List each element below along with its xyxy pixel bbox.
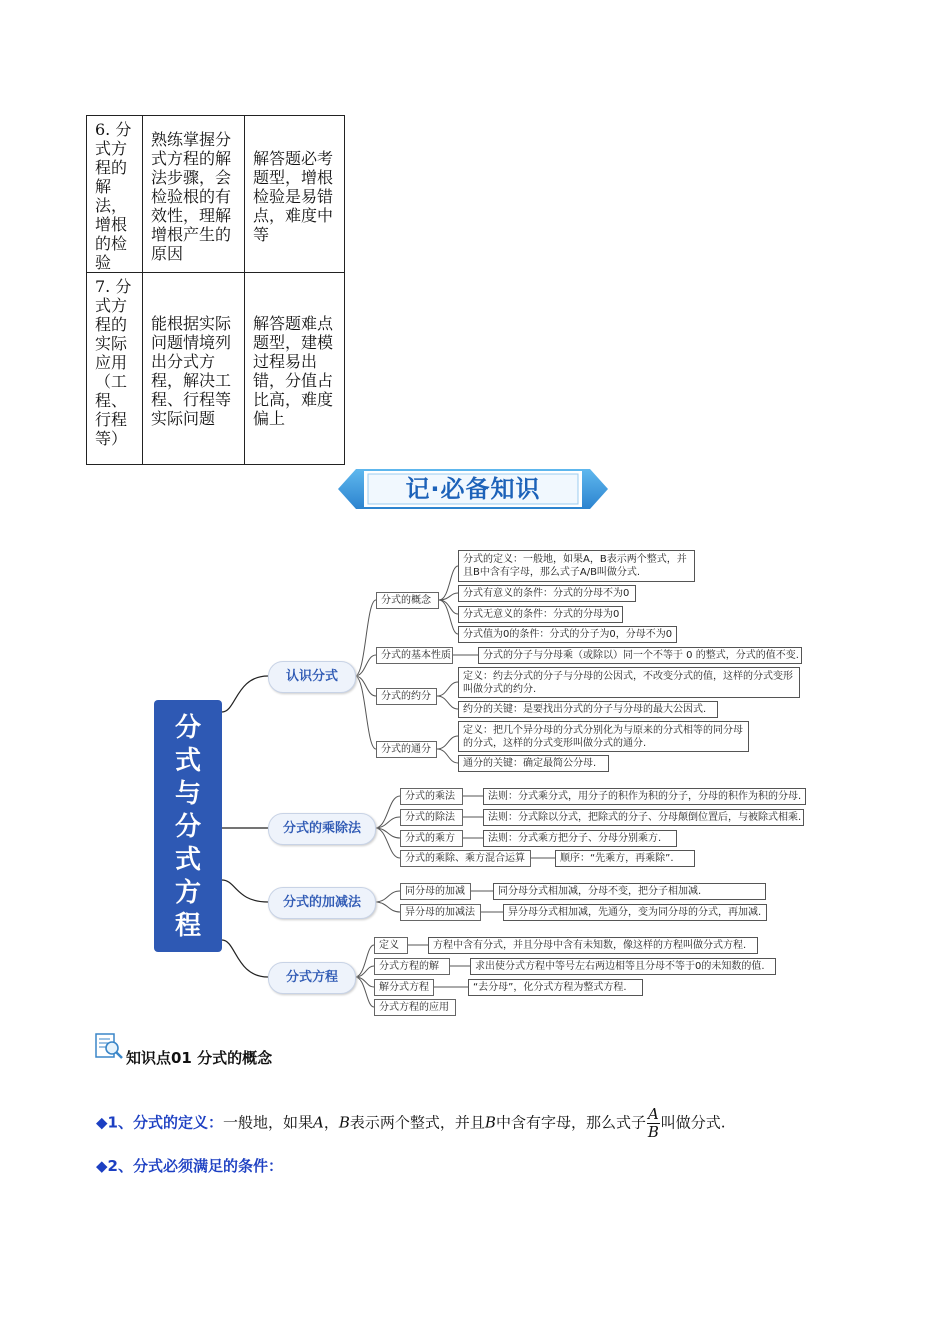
var-b: B [338, 1113, 350, 1132]
leaf-equation-solution: 求出使分式方程中等号左右两边相等且分母不等于0的未知数的值. [470, 958, 776, 975]
table-cell: 解答题难点题型，建模过程易出错，分值占比高，难度偏上 [245, 273, 345, 465]
leaf-solve-method: “去分母”，化分式方程为整式方程. [468, 979, 643, 996]
node-basic-property: 分式的基本性质 [376, 647, 453, 664]
root-char: 分 [174, 713, 201, 743]
definition-text: 中含有字母，那么式子 [495, 1113, 646, 1132]
leaf-mixed-order: 顺序：“先乘方，再乘除”. [555, 850, 695, 867]
table-cell: 7. 分式方程的实际应用（工程、行程等） [87, 273, 143, 465]
node-definition: 定义 [374, 937, 408, 954]
table-cell: 能根据实际问题情境列出分式方程，解决工程、行程等实际问题 [143, 273, 245, 465]
branch-fraction-equation: 分式方程 [268, 962, 356, 994]
node-solve-equation: 解分式方程 [374, 979, 434, 996]
leaf-reduction-key: 约分的关键：是要找出分式的分子与分母的最大公因式. [458, 701, 718, 718]
leaf-value-zero: 分式值为0的条件：分式的分子为0，分母不为0 [458, 626, 677, 643]
node-multiplication: 分式的乘法 [400, 788, 463, 805]
definition-text: 一般地，如果 [222, 1113, 313, 1132]
definition-label: ◆1、分式的定义： [96, 1113, 223, 1132]
node-reduction: 分式的约分 [376, 688, 437, 705]
node-concept: 分式的概念 [376, 592, 439, 609]
branch-add-subtract: 分式的加减法 [268, 887, 376, 919]
branch-multiply-divide: 分式的乘除法 [268, 813, 376, 845]
leaf-common-key: 通分的关键：确定最简公分母. [458, 755, 609, 772]
banner-title: 记·必备知识 [405, 475, 541, 503]
branch-recognize-fractions: 认识分式 [268, 661, 356, 693]
leaf-common-definition: 定义：把几个异分母的分式分别化为与原来的分式相等的同分母的分式，这样的分式变形叫做分式的通分. [458, 721, 749, 752]
separator: ， [323, 1113, 339, 1132]
leaf-meaningful: 分式有意义的条件：分式的分母不为0 [458, 585, 636, 602]
leaf-power-rule: 法则：分式乘方把分子、分母分别乘方. [483, 830, 677, 847]
knowledge-point-heading: 知识点01 分式的概念 [126, 1049, 273, 1067]
definition-line [96, 1106, 726, 1141]
conditions-label: ◆2、分式必须满足的条件： [96, 1157, 283, 1175]
var-c: B [484, 1113, 496, 1132]
node-same-denominator: 同分母的加减 [400, 883, 471, 900]
definition-text: 叫做分式. [660, 1113, 726, 1132]
leaf-meaningless: 分式无意义的条件：分式的分母为0 [458, 606, 623, 623]
leaf-different-denominator: 异分母分式相加减，先通分，变为同分母的分式，再加减. [503, 904, 767, 921]
root-char: 式 [174, 746, 201, 776]
node-common-denominator: 分式的通分 [376, 741, 437, 758]
leaf-multiplication-rule: 法则：分式乘分式，用分子的积作为积的分子，分母的积作为积的分母. [483, 788, 806, 805]
table-cell: 6. 分式方程的解法，增根的检验 [87, 116, 143, 273]
conditions-line [96, 1155, 283, 1176]
leaf-equation-definition: 方程中含有分式，并且分母中含有未知数，像这样的方程叫做分式方程. [428, 937, 758, 954]
root-char: 程 [174, 911, 201, 941]
fraction-denominator: B [647, 1123, 659, 1141]
leaf-definition: 分式的定义：一般地，如果A，B表示两个整式，并且B中含有字母，那么式子A/B叫做分式. [458, 550, 695, 582]
magnifier-book-icon [94, 1031, 124, 1061]
fraction-a-over-b [647, 1106, 660, 1141]
leaf-division-rule: 法则：分式除以分式，把除式的分子、分母颠倒位置后，与被除式相乘. [483, 809, 804, 826]
table-cell: 熟练掌握分式方程的解法步骤，会检验根的有效性，理解增根产生的原因 [143, 116, 245, 273]
node-power: 分式的乘方 [400, 830, 463, 847]
leaf-same-denominator: 同分母分式相加减，分母不变，把分子相加减. [493, 883, 766, 900]
root-char: 式 [174, 845, 201, 875]
leaf-reduction-definition: 定义：约去分式的分子与分母的公因式，不改变分式的值，这样的分式变形叫做分式的约分. [458, 667, 800, 698]
root-char: 与 [174, 779, 201, 809]
node-mixed-operation: 分式的乘除、乘方混合运算 [400, 850, 531, 867]
root-char: 方 [174, 878, 201, 908]
var-a: A [313, 1113, 324, 1132]
node-division: 分式的除法 [400, 809, 463, 826]
root-char: 分 [174, 812, 201, 842]
mindmap-root [154, 700, 222, 952]
fraction-numerator: A [647, 1105, 659, 1123]
definition-text: 表示两个整式，并且 [349, 1113, 485, 1132]
table-cell: 解答题必考题型，增根检验是易错点，难度中等 [245, 116, 345, 273]
node-equation-solution: 分式方程的解 [374, 958, 450, 975]
leaf-basic-property: 分式的分子与分母乘（或除以）同一个不等于 0 的整式，分式的值不变. [478, 647, 802, 664]
node-different-denominator: 异分母的加减法 [400, 904, 481, 921]
node-equation-application: 分式方程的应用 [374, 999, 456, 1016]
